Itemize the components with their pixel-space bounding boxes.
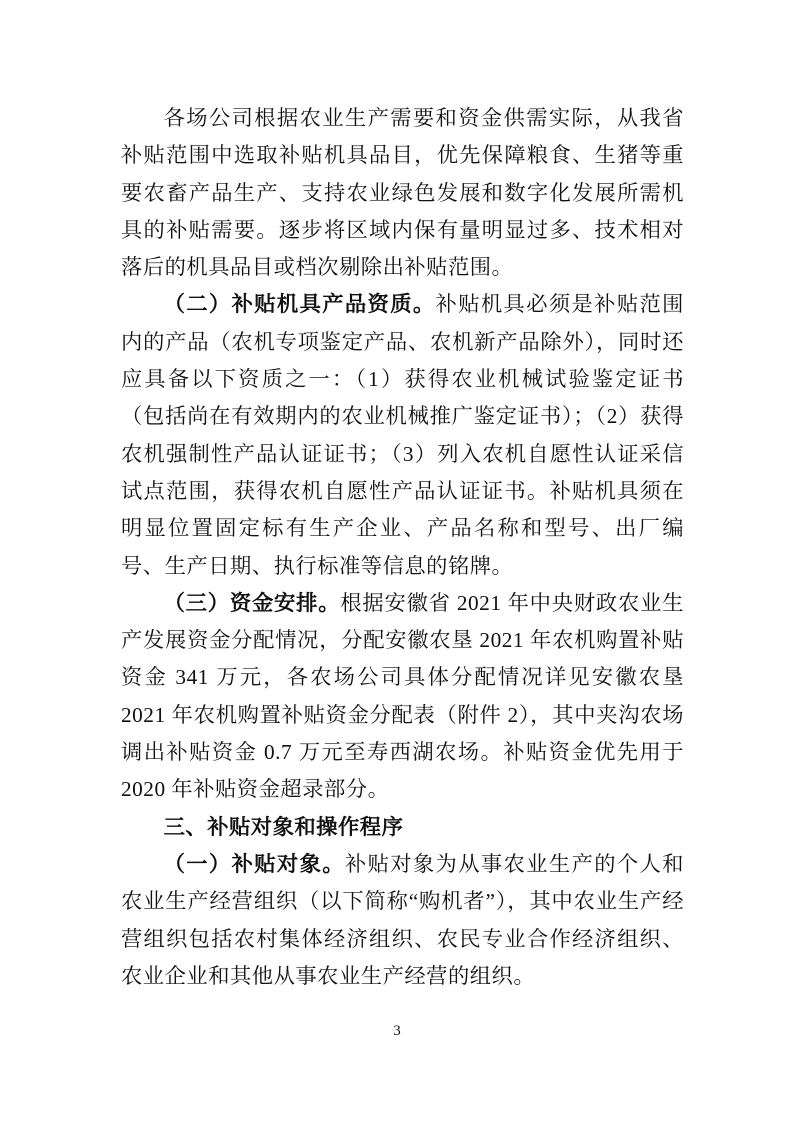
body-paragraph: （一）补贴对象。补贴对象为从事农业生产的个人和农业生产经营组织（以下简称“购机者”），其中农业生产经营组织包括农村集体经济组织、农民专业合作经济组织、农业企业和其他从事农业生产经营的组织。 (121, 851, 684, 988)
section-heading: 三、补贴对象和操作程序 (163, 814, 404, 839)
page-footer (0, 1022, 794, 1040)
page-number: 3 (393, 1023, 401, 1039)
body-paragraph: （二）补贴机具产品资质。补贴机具必须是补贴范围内的产品（农机专项鉴定产品、农机新产品除外），同时还应具备以下资质之一：（1）获得农业机械试验鉴定证书（包括尚在有效期内的农业机械推广鉴定证书）；（2）获得农机强制性产品认证证书；（3）列入农机自愿性认证采信试点范围，获得农机自愿性产品认证证书。补贴机具须在明显位置固定标有生产企业、产品名称和型号、出厂编号、生产日期、执行标准等信息的铭牌。 (121, 292, 684, 578)
paragraph-lead: （二）补贴机具产品资质。 (163, 292, 436, 317)
paragraph-lead: （三）资金安排。 (163, 590, 341, 615)
body-paragraph: 各场公司根据农业生产需要和资金供需实际，从我省补贴范围中选取补贴机具品目，优先保障粮食、生猪等重要农畜产品生产、支持农业绿色发展和数字化发展所需机具的补贴需要。逐步将区域内保有量明显过多、技术相对落后的机具品目或档次剔除出补贴范围。 (121, 106, 684, 280)
paragraph-lead: （一）补贴对象。 (163, 851, 345, 876)
body-paragraph: （三）资金安排。根据安徽省 2021 年中央财政农业生产发展资金分配情况，分配安徽农垦 2021 年农机购置补贴资金 341 万元，各农场公司具体分配情况详见安徽农垦 2021 年农机购置补贴资金分配表（附件 2），其中夹沟农场调出补贴资金 0.7 万元至寿西湖农场。补贴资金优先用于 2020 年补贴资金超录部分。 (121, 590, 684, 802)
document-body (121, 100, 684, 995)
